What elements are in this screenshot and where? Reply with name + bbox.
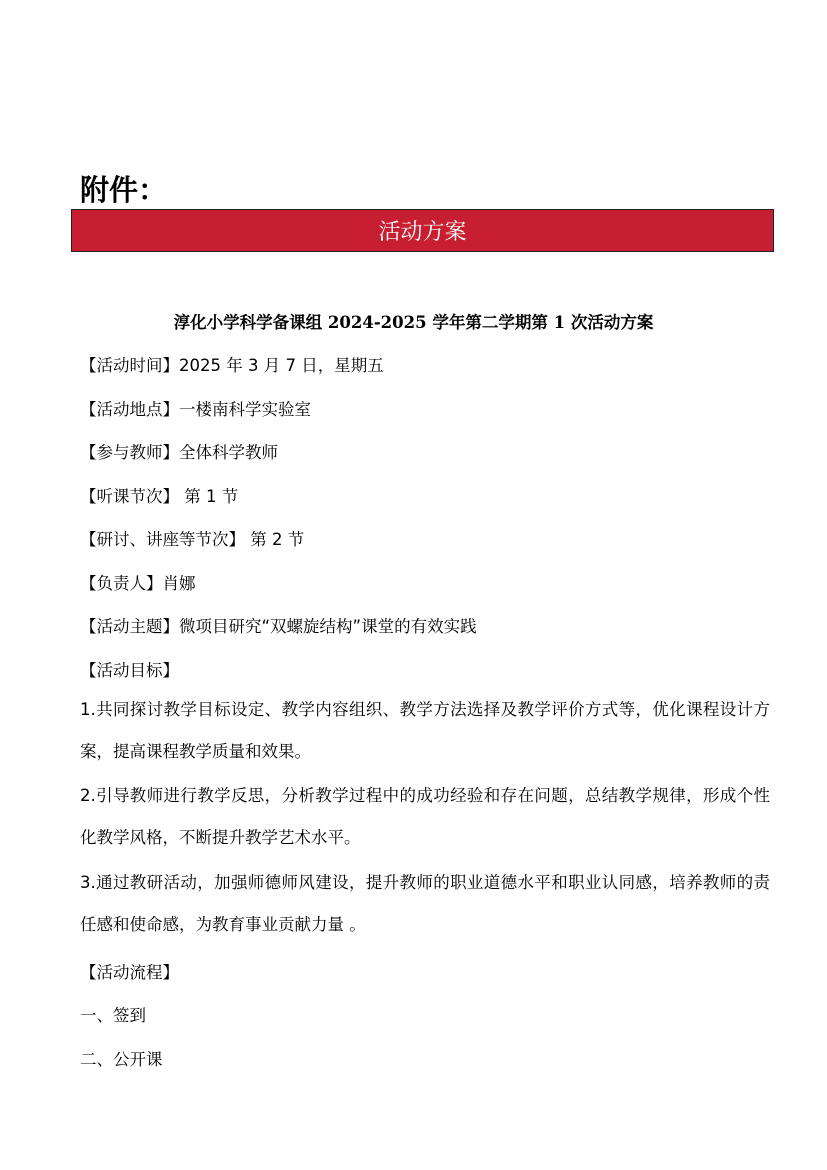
leader: 【负责人】肖娜 xyxy=(80,574,196,593)
goal-paragraph-2: 2.引导教师进行教学反思，分析教学过程中的成功经验和存在问题，总结教学规律，形成个性化教学风格，不断提升教学艺术水平。 xyxy=(80,786,770,847)
activity-theme: 【活动主题】微项目研究“双螺旋结构”课堂的有效实践 xyxy=(80,617,477,636)
banner-title: 活动方案 xyxy=(378,220,467,245)
activity-location: 【活动地点】一楼南科学实验室 xyxy=(80,400,311,419)
attachment-label: 附件： xyxy=(80,173,168,207)
participants: 【参与教师】全体科学教师 xyxy=(80,443,278,462)
goal-paragraph-3: 3.通过教研活动，加强师德师风建设，提升教师的职业道德水平和职业认同感，培养教师的责任感和使命感，为教育事业贡献力量 。 xyxy=(80,873,770,934)
goal-paragraph-1: 1.共同探讨教学目标设定、教学内容组织、教学方法选择及教学评价方式等，优化课程设计方案，提高课程教学质量和效果。 xyxy=(80,700,770,761)
activity-time: 【活动时间】2025 年 3 月 7 日，星期五 xyxy=(80,356,384,375)
process-step-2: 二、公开课 xyxy=(80,1050,163,1069)
process-heading: 【活动流程】 xyxy=(80,963,179,982)
title-banner xyxy=(71,209,774,252)
seminar-period: 【研讨、讲座等节次】 第 2 节 xyxy=(80,530,305,549)
goals-heading: 【活动目标】 xyxy=(80,661,179,680)
process-step-1: 一、签到 xyxy=(80,1006,146,1025)
listen-period: 【听课节次】 第 1 节 xyxy=(80,487,239,506)
document-title: 淳化小学科学备课组 2024-2025 学年第二学期第 1 次活动方案 xyxy=(173,313,654,332)
